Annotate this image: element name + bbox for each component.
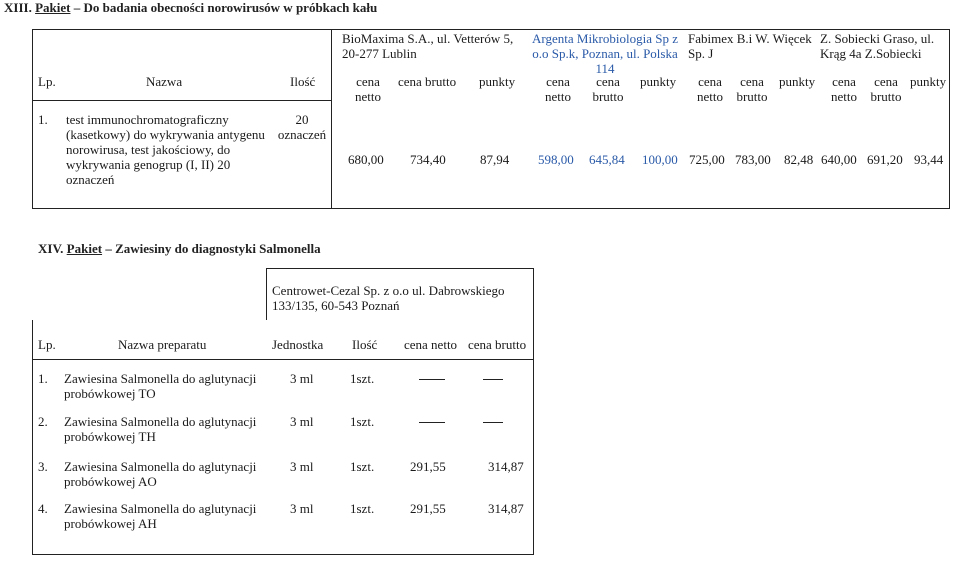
header-ilosc: Ilość: [352, 337, 378, 352]
row-brutto-empty: [483, 379, 503, 380]
sub-header-cena-brutto: cena brutto: [592, 74, 624, 104]
row-brutto-empty: [483, 422, 503, 423]
sub-header-cena-netto: cena netto: [545, 74, 571, 104]
row-lp: 2.: [38, 414, 48, 429]
row-brutto: 314,87: [488, 501, 524, 516]
row-lp: 3.: [38, 459, 48, 474]
header-cena-brutto: cena brutto: [468, 337, 527, 352]
header-lp: Lp.: [38, 337, 56, 352]
sub-header-punkty: punkty: [779, 74, 816, 89]
sub-header-punkty: punkty: [640, 74, 677, 89]
row-lp: 1.: [38, 112, 48, 127]
sub-header-cena-netto: cena netto: [355, 74, 381, 104]
sub-header-cena-brutto: cena brutto: [736, 74, 768, 104]
value-brutto: 734,40: [410, 152, 446, 167]
value-punkty: 82,48: [784, 152, 814, 167]
row-ilosc: 20 oznaczeń: [277, 112, 327, 142]
row-lp: 4.: [38, 501, 48, 516]
supplier-argenta: Argenta Mikrobiologia Sp z o.o Sp.k, Poznan, ul. Polska 114: [532, 31, 678, 76]
value-netto: 680,00: [348, 152, 384, 167]
row-lp: 1.: [38, 371, 48, 386]
value-punkty: 87,94: [480, 152, 510, 167]
supplier-centrowet: Centrowet-Cezal Sp. z o.o ul. Dabrowskiego 133/135, 60-543 Poznań: [272, 283, 505, 313]
section-13-title: XIII. Pakiet – Do badania obecności norowirusów w próbkach kału: [4, 0, 378, 15]
row-jednostka: 3 ml: [290, 414, 314, 429]
header-jednostka: Jednostka: [272, 337, 324, 352]
row-netto: 291,55: [410, 501, 446, 516]
row-nazwa: Zawiesina Salmonella do aglutynacji probówkowej AO: [64, 459, 257, 489]
row-ilosc: 1szt.: [350, 501, 375, 516]
value-brutto: 691,20: [867, 152, 903, 167]
row-jednostka: 3 ml: [290, 501, 314, 516]
row-ilosc: 1szt.: [350, 459, 375, 474]
row-netto-empty: [419, 422, 445, 423]
value-netto: 640,00: [821, 152, 857, 167]
row-nazwa: Zawiesina Salmonella do aglutynacji probówkowej TO: [64, 371, 257, 401]
sub-header-cena-netto: cena netto: [831, 74, 857, 104]
sub-header-cena-netto: cena netto: [697, 74, 723, 104]
supplier-sobiecki: Z. Sobiecki Graso, ul. Krąg 4a Z.Sobiecki: [820, 31, 935, 61]
value-brutto: 645,84: [589, 152, 625, 167]
row-jednostka: 3 ml: [290, 459, 314, 474]
value-netto: 725,00: [689, 152, 725, 167]
value-netto: 598,00: [538, 152, 574, 167]
supplier-biomaxima: BioMaxima S.A., ul. Vetterów 5, 20-277 Lublin: [342, 31, 514, 61]
header-lp: Lp.: [38, 74, 56, 89]
row-jednostka: 3 ml: [290, 371, 314, 386]
row-netto: 291,55: [410, 459, 446, 474]
row-nazwa: Zawiesina Salmonella do aglutynacji probówkowej AH: [64, 501, 257, 531]
row-ilosc: 1szt.: [350, 371, 375, 386]
section-14-title: XIV. Pakiet – Zawiesiny do diagnostyki Salmonella: [38, 241, 321, 256]
header-nazwa: Nazwa: [146, 74, 183, 89]
supplier-fabimex: Fabimex B.i W. Więcek Sp. J: [688, 31, 812, 61]
row-ilosc: 1szt.: [350, 414, 375, 429]
header-ilosc: Ilość: [290, 74, 316, 89]
sub-header-punkty: punkty: [479, 74, 516, 89]
value-punkty: 100,00: [642, 152, 678, 167]
value-punkty: 93,44: [914, 152, 944, 167]
row-nazwa: test immunochromatograficzny (kasetkowy) do wykrywania antygenu norowirusa, test jakościowy, do wykrywania genogrup (I, II) 20 oznaczeń: [66, 112, 265, 187]
header-cena-netto: cena netto: [404, 337, 458, 352]
value-brutto: 783,00: [735, 152, 771, 167]
row-netto-empty: [419, 379, 445, 380]
header-nazwa-preparatu: Nazwa preparatu: [118, 337, 207, 352]
sub-header-punkty: punkty: [910, 74, 947, 89]
row-brutto: 314,87: [488, 459, 524, 474]
sub-header-cena-brutto: cena brutto: [870, 74, 902, 104]
sub-header-cena-brutto: cena brutto: [398, 74, 457, 89]
row-nazwa: Zawiesina Salmonella do aglutynacji probówkowej TH: [64, 414, 257, 444]
